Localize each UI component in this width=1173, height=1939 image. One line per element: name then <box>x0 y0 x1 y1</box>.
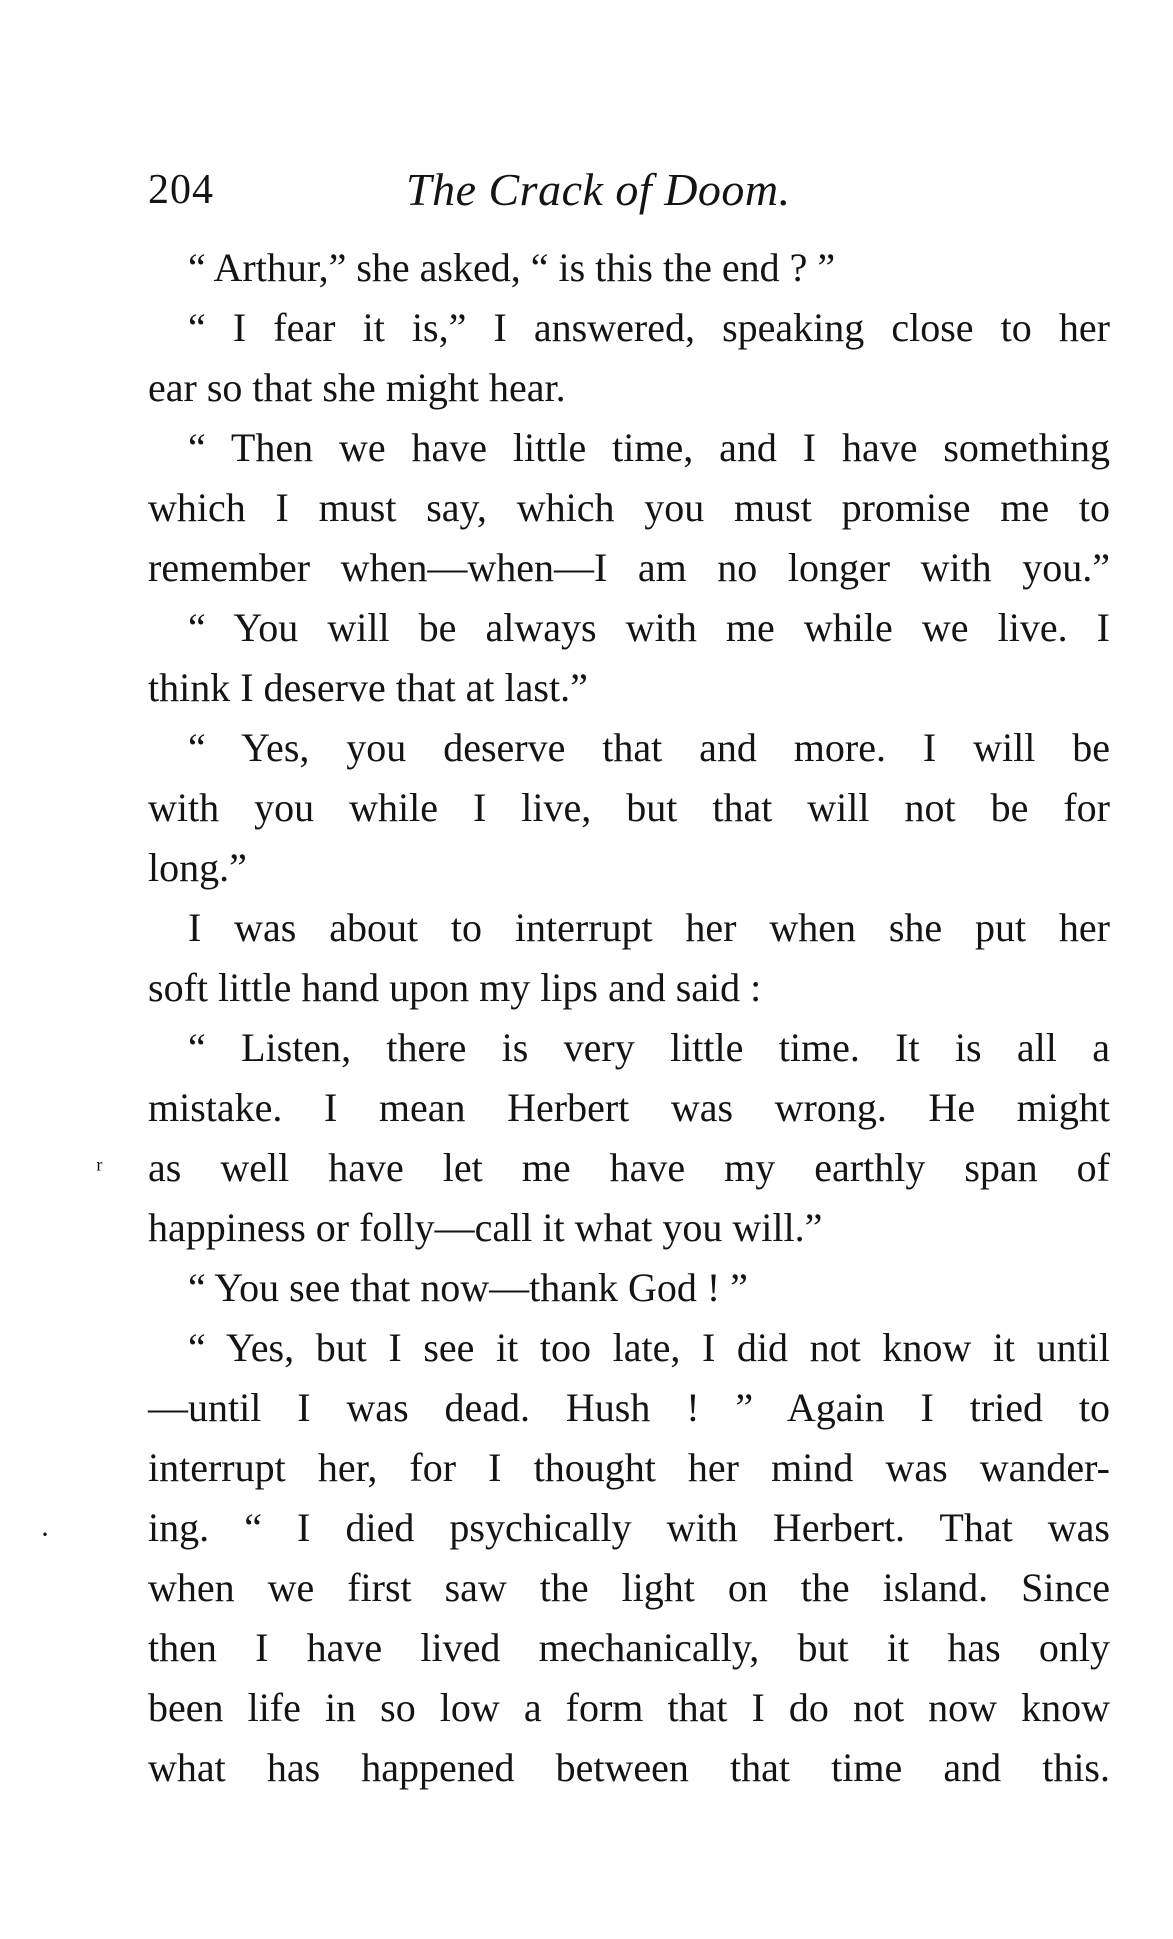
text-line: “ You see that now—thank God ! ” <box>188 1265 748 1310</box>
text-line: interrupt her, for I thought her mind was wander- <box>148 1445 1110 1490</box>
text-line: “ Then we have little time, and I have something <box>188 425 1110 470</box>
text-line: which I must say, which you must promise me to <box>148 485 1110 530</box>
text-line: been life in so low a form that I do not now know <box>148 1685 1110 1730</box>
margin-mark: ʳ <box>96 1153 103 1186</box>
margin-mark: · <box>40 1518 50 1551</box>
text-line: remember when—when—I am no longer with you.” <box>148 545 1110 590</box>
text-line: I was about to interrupt her when she put her <box>188 905 1110 950</box>
text-line: ing. “ I died psychically with Herbert. That was <box>148 1505 1110 1550</box>
text-line: think I deserve that at last.” <box>148 665 588 710</box>
text-line: with you while I live, but that will not be for <box>148 785 1110 830</box>
text-line: long.” <box>148 845 247 890</box>
text-line: ear so that she might hear. <box>148 365 566 410</box>
text-line: then I have lived mechanically, but it has only <box>148 1625 1110 1670</box>
text-line: “ You will be always with me while we live. I <box>188 605 1110 650</box>
text-line: —until I was dead. Hush ! ” Again I tried to <box>148 1385 1110 1430</box>
text-line: “ Yes, but I see it too late, I did not know it until <box>188 1325 1110 1370</box>
running-title: The Crack of Doom. <box>406 164 791 215</box>
text-line: what has happened between that time and this. <box>148 1745 1110 1790</box>
text-line: when we first saw the light on the island. Since <box>148 1565 1110 1610</box>
text-line: as well have let me have my earthly span of <box>148 1145 1110 1190</box>
text-line: mistake. I mean Herbert was wrong. He might <box>148 1085 1110 1130</box>
text-line: happiness or folly—call it what you will.” <box>148 1205 823 1250</box>
page-header <box>148 160 1108 220</box>
page-number: 204 <box>148 167 214 213</box>
text-line: “ Yes, you deserve that and more. I will be <box>188 725 1110 770</box>
text-line: “ I fear it is,” I answered, speaking close to her <box>188 305 1110 350</box>
text-line: “ Arthur,” she asked, “ is this the end ? ” <box>188 245 836 290</box>
text-line: “ Listen, there is very little time. It is all a <box>188 1025 1110 1070</box>
text-line: soft little hand upon my lips and said : <box>148 965 762 1010</box>
